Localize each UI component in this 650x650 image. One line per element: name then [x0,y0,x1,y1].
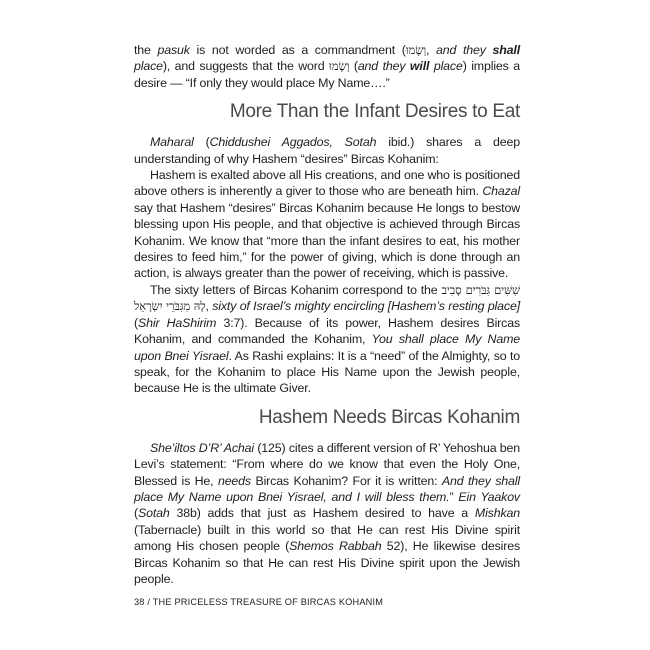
italic-run: place [134,59,163,74]
text-run: ” [449,489,459,504]
text-run: ) implies a desire — “If only they would place My Name….” [134,59,520,90]
italic-run: and they [357,59,410,74]
paragraph-sheiltos [134,440,520,588]
italic-run: Shir HaShirim [137,315,217,330]
italic-run: Sotah [137,506,170,521]
paragraph-exalted [134,167,520,282]
text-run: ( [134,506,138,521]
italic-run: You shall place My Name upon Bnei Yisrael [134,332,521,363]
text-run: is not worded as a commandment ( [189,43,406,57]
text-run: Hashem is exalted above all His creations, and one who is positioned above others is inherently a giver to those who are beneath him. [134,168,520,199]
text-run: ( [134,315,138,330]
paragraph-maharal [134,134,520,167]
paragraph-sixty-letters [134,282,520,397]
text-run: (Tabernacle) built in this world so that He can rest His Divine spirit among His chosen people ( [134,522,520,554]
italic-run: Shemos Rabbah [289,539,382,554]
text-run: ( [193,135,210,150]
text-run: , [426,43,437,57]
italic-run: needs [217,473,251,488]
paragraph-intro [134,42,520,91]
text-run: 38b) adds that just as Hashem desired to have a [169,506,475,521]
section-heading-needs: Hashem Needs Bircas Kohanim [258,406,520,428]
italic-run: Maharal [150,135,194,150]
text-run: Bircas Kohanim? For it is written: [250,473,442,488]
hebrew-word: וְשָׂמוּ [329,59,350,74]
text-run: 3:7). Because of its power, Hashem desires Bircas Kohanim, and commanded the Kohanim, [134,315,520,347]
text-run: the [134,43,158,57]
text-run: , [205,299,213,314]
italic-run: She’iltos D’R’ Achai [150,440,255,455]
page-body [134,42,520,587]
hebrew-word: וְשָׂמוּ [405,43,427,57]
page-footer: 38 / THE PRICELESS TREASURE OF BIRCAS KOHANIM [134,597,384,607]
text-run: 52), He likewise desires Bircas Kohanim so that He can rest His Divine spirit upon the Jewish people. [134,539,520,586]
text-run: ( [349,59,358,74]
italic-run: Chiddushei Aggados, Sotah [209,135,377,150]
italic-run: Mishkan [474,506,520,521]
italic-run: And they shall place My Name upon Bnei Yisrael, and I will bless them. [134,473,520,504]
italic-run: and they [436,43,493,57]
text-run: ), and suggests that the word [162,59,330,74]
italic-run: sixty of Israel’s mighty encircling [Hashem’s resting place] [212,299,520,314]
text-run: ibid.) shares a deep understanding of why Hashem “desires” Bircas Kohanim: [134,135,520,166]
italic-run: pasuk [157,43,190,57]
section-heading-infant: More Than the Infant Desires to Eat [229,101,520,123]
italic-run: place [429,59,463,74]
bold-italic-run: will [409,59,430,74]
text-run: (125) cites a different version of R’ Yehoshua ben Levi’s statement: “From where do we know that even the Holy One, Blessed is He, [134,440,520,488]
bold-italic-run: shall [492,43,520,57]
text-run: . As Rashi explains: It is a “need” of the Almighty, so to speak, for the Kohanim to place His Name upon the Jewish people, because He is the ultimate Giver. [134,348,521,396]
text-run: say that Hashem “desires” Bircas Kohanim because He longs to bestow blessing upon His people, and that objective is achieved through Bircas Kohanim. We know that “more than the infant desires to eat, his mother desires to feed him,” for the power of giving, which is done through an action, is always greater than the power of receiving, which is passive. [134,200,520,281]
italic-run: Chazal [482,184,520,199]
text-run: The sixty letters of Bircas Kohanim correspond to the [150,282,442,297]
italic-run: Ein Yaakov [458,489,520,504]
hebrew-verse: שִׁשִּׁים גִּבֹּרִים סָבִיב לָהּ מִגִּבֹּרֵי יִשְׂרָאֵל [134,282,521,314]
